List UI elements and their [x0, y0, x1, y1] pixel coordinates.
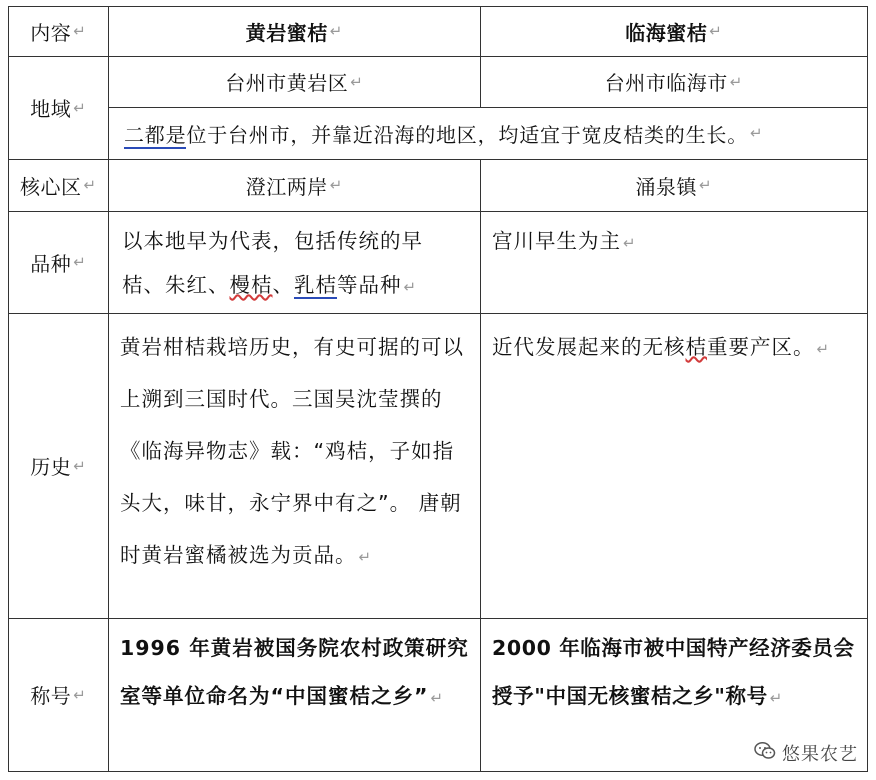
paragraph-mark: ↵ [769, 689, 783, 707]
history-label: 历史 [30, 455, 72, 479]
paragraph-mark: ↵ [729, 72, 743, 91]
header-content-label: 内容 [30, 20, 72, 45]
region-shared-text [124, 119, 748, 148]
variety-text-c: 、 [272, 273, 294, 297]
table-border-right [867, 6, 868, 772]
history-huangyan-cell [108, 313, 480, 618]
paragraph-mark: ↵ [816, 340, 831, 358]
variety-text-b: 槾桔 [229, 273, 273, 297]
variety-huangyan-cell [108, 211, 480, 313]
watermark-text: 悠果农艺 [782, 744, 858, 765]
title-huangyan-cell [108, 618, 480, 771]
title-linhai-text [492, 624, 863, 722]
row-label-history [8, 313, 108, 618]
watermark [750, 738, 862, 768]
paragraph-mark: ↵ [430, 689, 445, 707]
core-linhai-cell [480, 159, 867, 211]
paragraph-mark: ↵ [358, 548, 373, 566]
history-linhai-a: 近代发展起来的无核 [492, 335, 686, 359]
history-linhai-b: 桔 [685, 335, 707, 359]
region-huangyan-text: 台州市黄岩区 [225, 71, 349, 95]
title-linhai-content: 2000 年临海市被中国特产经济委员会授予"中国无核蜜桔之乡"称号 [492, 636, 855, 708]
row-label-variety [8, 211, 108, 313]
history-linhai-c: 重要产区。 [707, 335, 815, 359]
history-linhai-text [492, 321, 865, 375]
paragraph-mark: ↵ [83, 176, 97, 194]
table-border-bottom [8, 771, 868, 772]
paragraph-mark: ↵ [623, 234, 637, 252]
region-label: 地域 [30, 97, 72, 121]
header-linhai-label: 临海蜜桔 [625, 20, 708, 45]
core-huangyan-cell [108, 159, 480, 211]
region-linhai-text: 台州市临海市 [604, 71, 728, 95]
title-label: 称号 [30, 684, 72, 708]
core-huangyan-text: 澄江两岸 [245, 174, 328, 199]
paragraph-mark: ↵ [350, 72, 363, 91]
variety-linhai-line [492, 219, 859, 265]
paragraph-mark: ↵ [698, 176, 712, 194]
region-shared-rest: 位于台州市，并靠近沿海的地区，均适宜于宽皮桔类的生长。 [186, 122, 749, 147]
variety-text-d: 乳桔 [294, 273, 337, 297]
paragraph-mark: ↵ [73, 685, 86, 704]
header-cell-linhai [480, 6, 867, 56]
history-linhai-cell [480, 313, 867, 618]
wechat-icon [754, 741, 776, 765]
region-shared-cell [108, 107, 867, 159]
title-huangyan-content: 1996 年黄岩被国务院农村政策研究室等单位命名为“中国蜜桔之乡” [120, 636, 469, 708]
paragraph-mark: ↵ [403, 278, 418, 296]
region-huangyan-cell [108, 56, 480, 107]
title-huangyan-text [120, 624, 474, 722]
header-huangyan-label: 黄岩蜜桔 [245, 20, 328, 45]
paragraph-mark: ↵ [329, 22, 343, 40]
row-label-core [8, 159, 108, 211]
paragraph-mark: ↵ [709, 22, 722, 40]
paragraph-mark: ↵ [73, 22, 86, 40]
variety-text-e: 等品种 [337, 273, 402, 297]
variety-huangyan-line2 [122, 263, 472, 309]
paragraph-mark: ↵ [329, 176, 343, 194]
paragraph-mark: ↵ [73, 456, 86, 475]
history-huangyan-text [120, 321, 474, 583]
core-linhai-text: 涌泉镇 [635, 174, 697, 199]
paragraph-mark: ↵ [750, 124, 763, 142]
core-label: 核心区 [19, 174, 82, 199]
region-shared-prefix: 二都是 [124, 122, 187, 147]
region-linhai-cell [480, 56, 867, 107]
row-label-region [8, 56, 108, 159]
paragraph-mark: ↵ [73, 98, 86, 117]
row-label-title [8, 618, 108, 771]
variety-label: 品种 [30, 251, 72, 276]
paragraph-mark: ↵ [73, 253, 86, 271]
history-huangyan-content: 黄岩柑桔栽培历史，有史可据的可以上溯到三国时代。三国吴沈莹撰的《临海异物志》载：“鸡桔，子如指头大，味甘，永宁界中有之”。 唐朝时黄岩蜜橘被选为贡品。 [120, 335, 464, 567]
variety-text-a: 桔、朱红、 [122, 273, 230, 297]
header-cell-content [8, 6, 108, 56]
variety-linhai-text: 宫川早生为主 [492, 229, 621, 253]
variety-linhai-cell [480, 211, 867, 313]
header-cell-huangyan [108, 6, 480, 56]
variety-huangyan-line1: 以本地早为代表，包括传统的早 [122, 229, 423, 253]
